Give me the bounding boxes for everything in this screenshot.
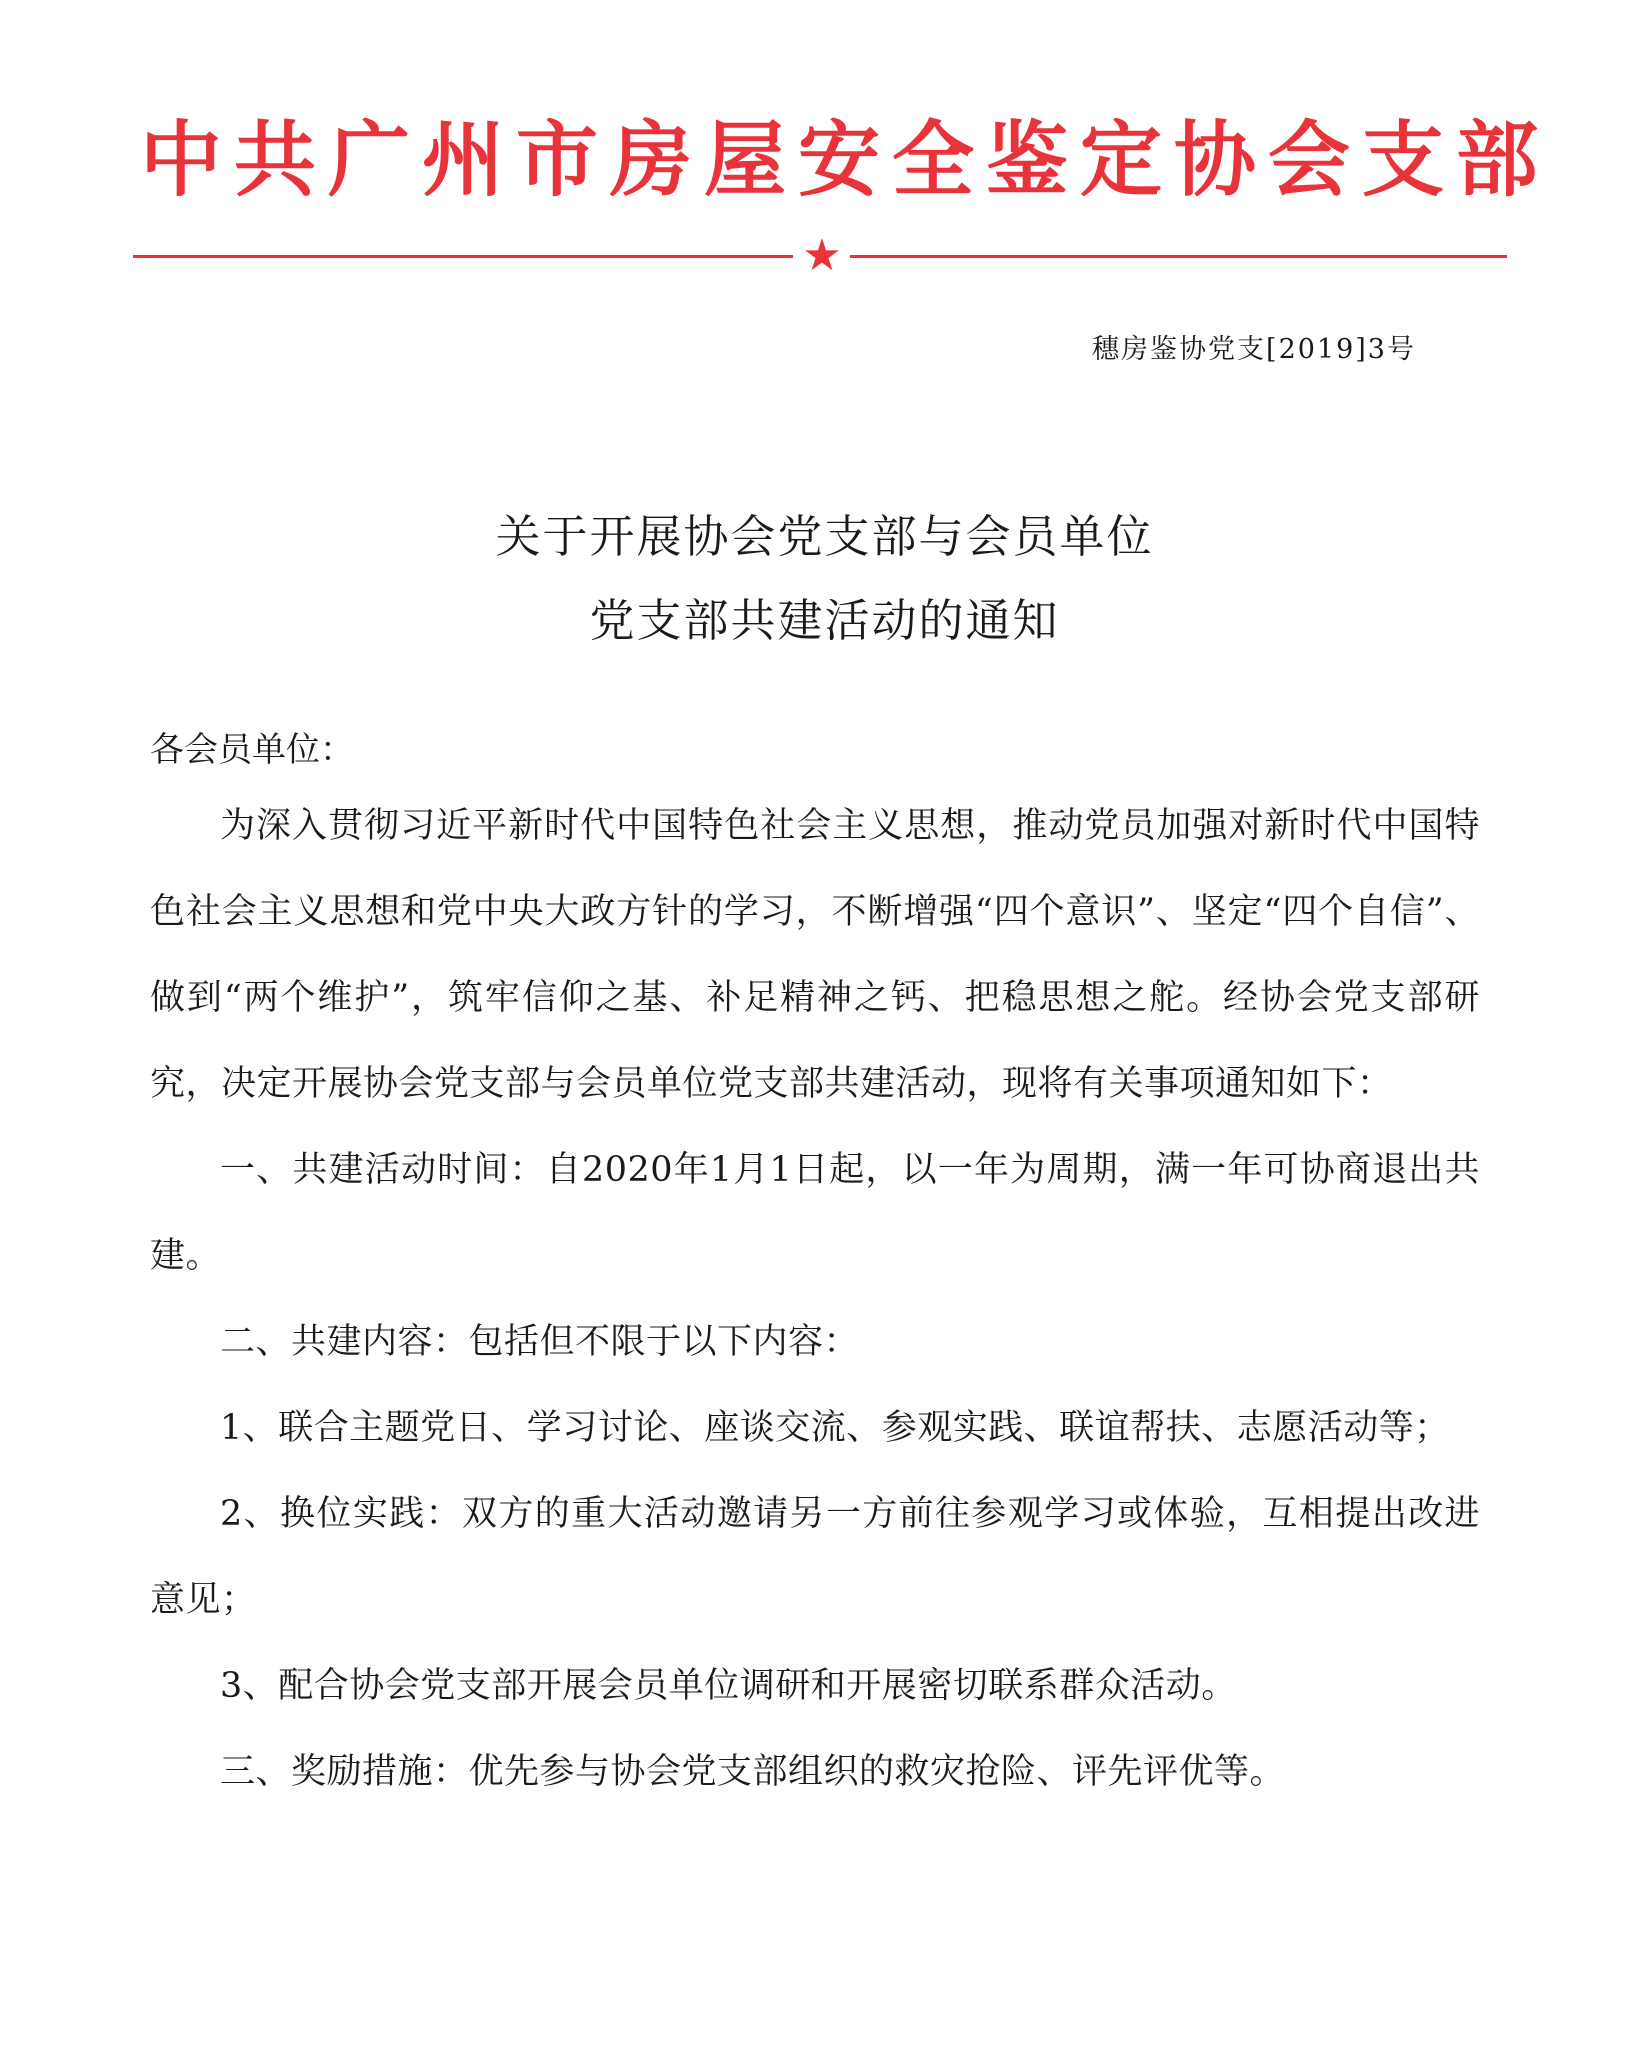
issuing-organization-header: 中共广州市房屋安全鉴定协会支部 xyxy=(140,112,1551,208)
intro-paragraph: 为深入贯彻习近平新时代中国特色社会主义思想，推动党员加强对新时代中国特色社会主义思想和党中央大政方针的学习，不断增强“四个意识”、坚定“四个自信”、做到“两个维护”，筑牢信仰之基、补足精神之钙、把稳思想之舵。经协会党支部研究，决定开展协会党支部与会员单位党支部共建活动，现将有关事项通知如下： xyxy=(150,806,1480,1104)
content-item-3: 3、配合协会党支部开展会员单位调研和开展密切联系群众活动。 xyxy=(220,1666,1237,1706)
header-rule-left xyxy=(133,255,793,258)
title-line-1: 关于开展协会党支部与会员单位 xyxy=(495,510,1154,563)
content-item-1: 1、联合主题党日、学习讨论、座谈交流、参观实践、联谊帮扶、志愿活动等； xyxy=(220,1408,1450,1448)
section-content-heading: 二、共建内容：包括但不限于以下内容： xyxy=(220,1322,860,1362)
salutation: 各会员单位： xyxy=(150,730,354,770)
document-number: 穗房鉴协党支[2019]3号 xyxy=(1092,334,1416,365)
header-rule-right xyxy=(850,255,1507,258)
title-line-2: 党支部共建活动的通知 xyxy=(589,594,1060,647)
star-icon: ★ xyxy=(802,230,842,281)
content-item-2: 2、换位实践：双方的重大活动邀请另一方前往参观学习或体验，互相提出改进意见； xyxy=(150,1494,1480,1620)
section-activity-period: 一、共建活动时间：自2020年1月1日起，以一年为周期，满一年可协商退出共建。 xyxy=(150,1150,1480,1276)
document-body xyxy=(150,783,1480,1815)
section-rewards: 三、奖励措施：优先参与协会党支部组织的救灾抢险、评先评优等。 xyxy=(220,1752,1286,1792)
document-title xyxy=(0,495,1649,663)
